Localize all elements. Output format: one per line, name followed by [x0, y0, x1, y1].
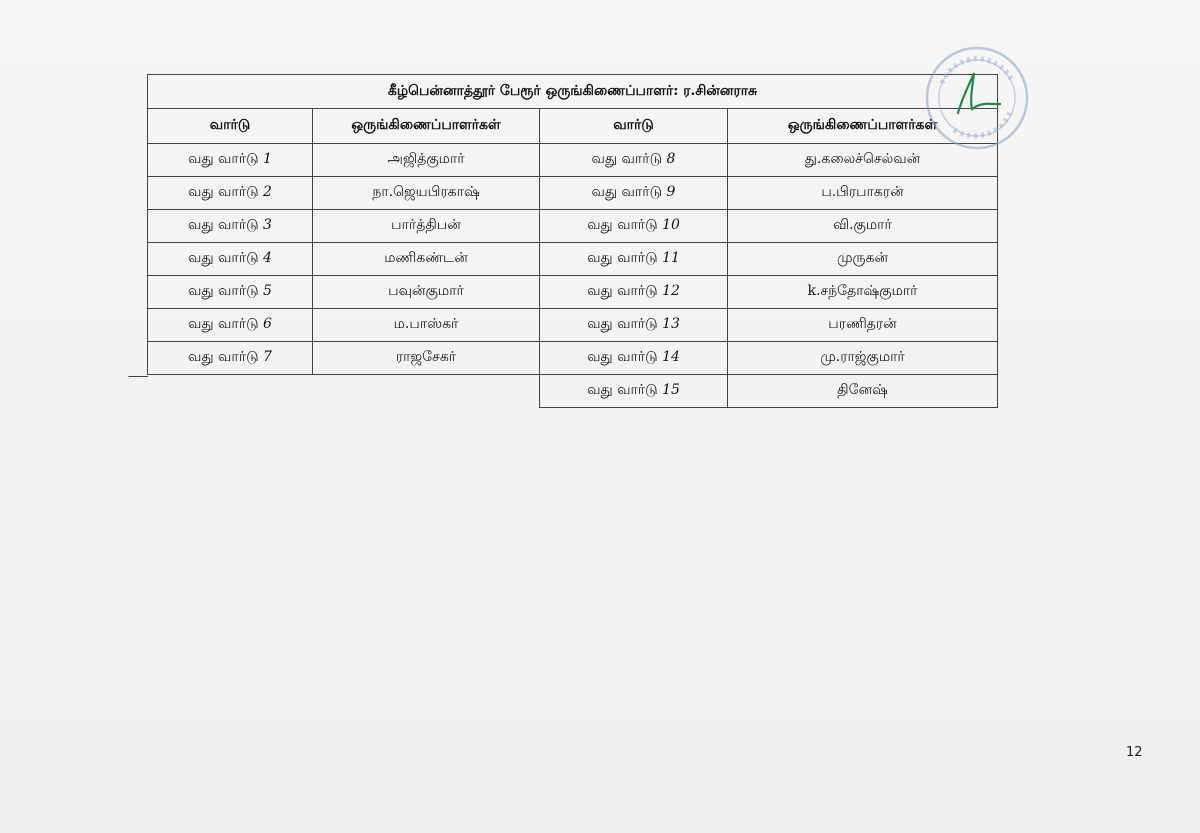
- table-row: [148, 144, 998, 177]
- ward-cell-right: [540, 342, 728, 375]
- ward-number: 5: [263, 283, 272, 299]
- table-row: [148, 276, 998, 309]
- ward-label: வது வார்டு: [587, 316, 658, 332]
- ward-cell-right: [540, 243, 728, 276]
- coordinator-name-left: பார்த்திபன்: [313, 210, 540, 243]
- ward-label: வது வார்டு: [587, 250, 658, 266]
- coordinator-name-left: நா.ஜெயபிரகாஷ்: [313, 177, 540, 210]
- ward-label: வது வார்டு: [188, 250, 259, 266]
- table-row: [148, 243, 998, 276]
- page-number: 12: [1126, 745, 1143, 760]
- ward-cell-right: [540, 210, 728, 243]
- ward-number: 9: [666, 184, 676, 200]
- seal-stamp-icon: [922, 43, 1032, 153]
- ward-number: 13: [662, 316, 680, 332]
- coordinator-name-right: தினேஷ்: [728, 375, 998, 408]
- header-coordinators-left: ஒருங்கிணைப்பாளர்கள்: [313, 109, 540, 144]
- ward-number: 14: [662, 349, 680, 365]
- ward-number: 15: [662, 382, 680, 398]
- ward-label: வது வார்டு: [591, 184, 663, 200]
- ward-cell-right: [540, 177, 728, 210]
- table-left-extension: [128, 142, 148, 377]
- ward-cell-right: [540, 309, 728, 342]
- header-ward-left: வார்டு: [148, 109, 313, 144]
- coordinator-name-left: அஜித்குமார்: [313, 144, 540, 177]
- table-row: [148, 342, 998, 375]
- ward-number: 11: [662, 250, 680, 266]
- ward-label: வது வார்டு: [188, 349, 259, 365]
- ward-cell-left: [148, 342, 313, 375]
- coordinator-name-right: து.கலைச்செல்வன்: [728, 144, 998, 177]
- ward-cell-right: வது வார்டு 15: [540, 375, 728, 408]
- ward-coordinators-table: [147, 74, 998, 408]
- coordinator-name-left: ம.பாஸ்கர்: [313, 309, 540, 342]
- ward-number: 10: [662, 217, 680, 233]
- ward-number: 12: [662, 283, 680, 299]
- ward-cell-left: [148, 177, 313, 210]
- ward-number: 3: [263, 217, 272, 233]
- ward-number: 4: [263, 250, 272, 266]
- ward-label: வது வார்டு: [587, 349, 658, 365]
- coordinator-name-left: ராஜசேகர்: [313, 342, 540, 375]
- header-row: [148, 109, 998, 144]
- table-row: [148, 210, 998, 243]
- ward-cell-left: [148, 243, 313, 276]
- ward-number: 8: [666, 151, 676, 167]
- ward-number: 1: [263, 151, 272, 167]
- ward-number: 6: [263, 316, 272, 332]
- table-row: [148, 309, 998, 342]
- table-row-last: [148, 375, 998, 408]
- coordinator-name-right: வி.குமார்: [728, 210, 998, 243]
- header-coordinators-right: ஒருங்கிணைப்பாளர்கள்: [728, 109, 998, 144]
- coordinator-name-right: முருகன்: [728, 243, 998, 276]
- table-title: கீழ்பென்னாத்தூர் பேரூர் ஒருங்கிணைப்பாளர்: ர.சின்னராசு: [148, 75, 998, 109]
- coordinator-name-right: k.சந்தோஷ்குமார்: [728, 276, 998, 309]
- ward-label: வது வார்டு: [587, 217, 658, 233]
- ward-cell-left: [148, 144, 313, 177]
- ward-cell-left: [148, 210, 313, 243]
- ward-cell-right: [540, 144, 728, 177]
- ward-number: 2: [263, 184, 272, 200]
- coordinator-name-left: பவுன்குமார்: [313, 276, 540, 309]
- ward-label: வது வார்டு: [188, 151, 259, 167]
- ward-cell-right: [540, 276, 728, 309]
- coordinator-name-right: மு.ராஜ்குமார்: [728, 342, 998, 375]
- header-ward-right: வார்டு: [540, 109, 728, 144]
- coordinator-name-right: ப.பிரபாகரன்: [728, 177, 998, 210]
- ward-cell-left: [148, 276, 313, 309]
- ward-label: வது வார்டு: [587, 283, 658, 299]
- ward-label: வது வார்டு: [188, 217, 259, 233]
- ward-label: வது வார்டு: [188, 283, 259, 299]
- coordinator-name-left: மணிகண்டன்: [313, 243, 540, 276]
- signature-icon: [958, 73, 1000, 113]
- ward-label: வது வார்டு: [188, 184, 259, 200]
- ward-label: வது வார்டு: [188, 316, 259, 332]
- coordinator-name-right: பரணிதரன்: [728, 309, 998, 342]
- ward-cell-left: [148, 309, 313, 342]
- table-row: [148, 177, 998, 210]
- ward-number: 7: [263, 349, 272, 365]
- ward-label: வது வார்டு: [591, 151, 663, 167]
